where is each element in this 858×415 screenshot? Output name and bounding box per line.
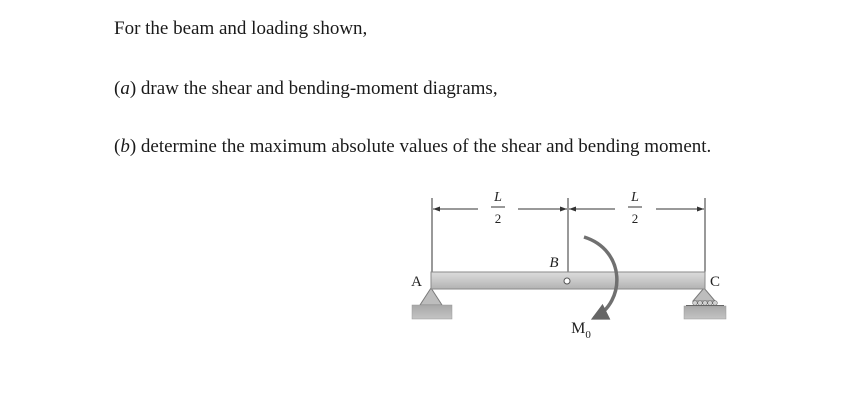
pin-support-a: [412, 288, 452, 319]
dim-right-numerator: L: [631, 190, 639, 205]
moment-label: $M_0$: [571, 320, 591, 341]
dim-left-denominator: 2: [494, 211, 502, 226]
part-b-tag: (b): [114, 136, 137, 157]
dim-left-numerator: L: [494, 190, 502, 205]
label-c: C: [710, 274, 721, 290]
problem-intro-text: For the beam and loading shown,: [114, 18, 368, 39]
label-b: B: [549, 255, 559, 271]
dim-right-denominator: 2: [631, 211, 639, 226]
point-b-marker: [564, 278, 570, 284]
roller-support-c: [684, 288, 726, 319]
part-b-text: determine the maximum absolute values of the shear and bending moment.: [136, 136, 712, 157]
label-a: A: [411, 274, 422, 290]
part-a-text: draw the shear and bending-moment diagrams,: [136, 78, 498, 99]
dimension-right: [569, 190, 704, 226]
dimension-left: [433, 190, 567, 226]
part-a-tag: (a): [114, 78, 137, 99]
